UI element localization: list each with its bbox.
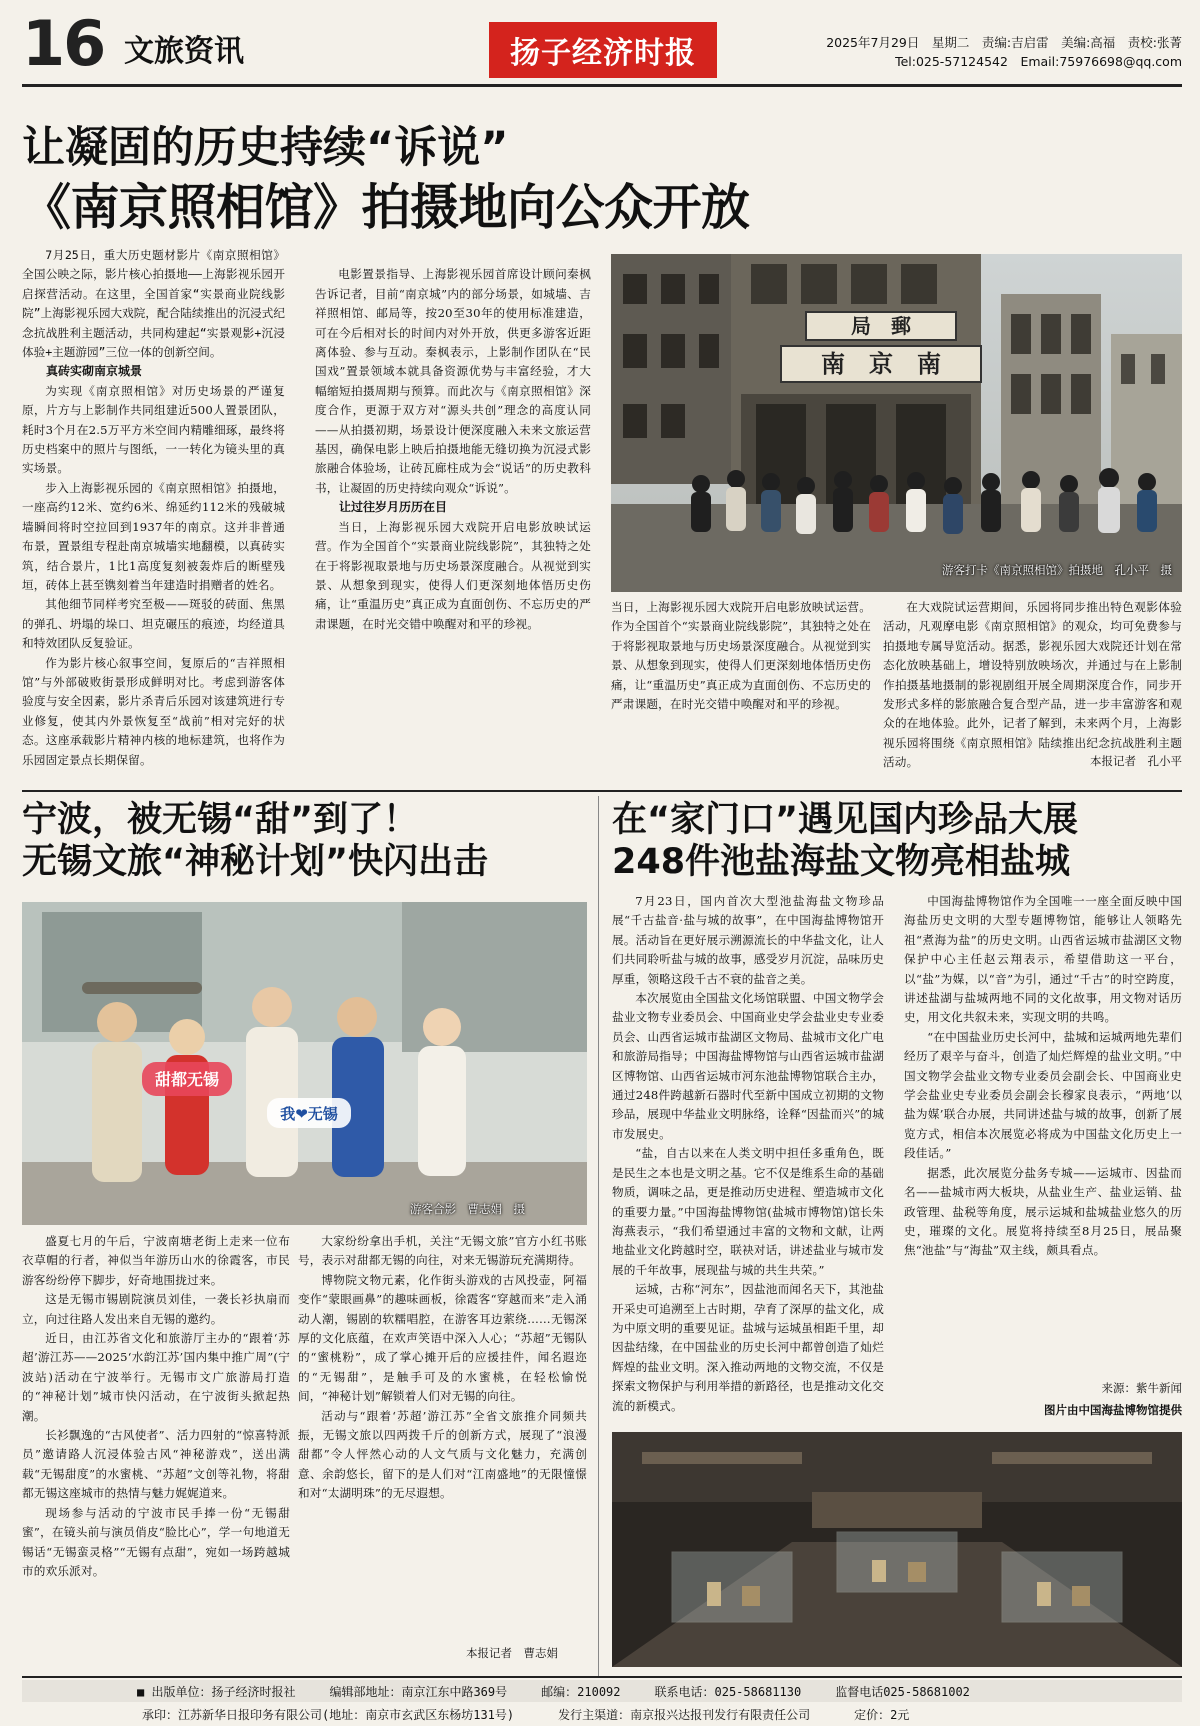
article3-paragraph: 7月23日，国内首次大型池盐海盐文物珍品展“千古盐音·盐与城的故事”，在中国海盐博物馆开展。活动旨在更好展示溯源流长的中华盐文化，让人们共同聆听盐与城的故事，感受岁月沉淀，品味历史厚重，领略这段千古不衰的盐音之美。 [612, 894, 884, 986]
article3-headline-main: 248件池盐海盐文物亮相盐城 [612, 842, 1071, 882]
article1-photo-caption: 游客打卡《南京照相馆》拍摄地 孔小平 摄 [942, 563, 1172, 577]
contact-info: Tel:025-57124542 Email:75976698@qq.com [895, 54, 1182, 69]
article1-paragraph: 其他细节同样考究至极——斑驳的砖面、焦黑的弹孔、坍塌的垛口、坦克碾压的痕迹，均经道具和特效团队反复验证。 [22, 597, 285, 651]
masthead-rule [22, 84, 1182, 87]
page-number: 16 [22, 7, 105, 80]
article1-paragraph: 当日，上海影视乐园大戏院开启电影放映试运营。作为全国首个“实景商业院线影院”，其独特之处在于将影视取景地与历史场景深度融合。从视觉到实景、从想象到现实，使得人们更深刻地体悟历史伤痛，让“重温历史”真正成为直面创伤、不忘历史的严肃课题，在时光交错中唤醒对和平的珍视。 [611, 600, 871, 712]
article2-photo-caption: 游客合影 曹志娟 摄 [410, 1202, 525, 1216]
article1-lead: 7月25日，重大历史题材影片《南京照相馆》全国公映之际，影片核心拍摄地——上海影视乐园开启探营活动。在这里，全国首家“实景商业院线影院”上海影视乐园大戏院，配合陆续推出的沉浸式纪念抗战胜利主题活动，共同构建起“实景观影+沉浸体验+主题游园”三位一体的创新空间。 [22, 248, 285, 360]
article2-photo [22, 902, 587, 1225]
footer-publisher: ■ 出版单位：扬子经济时报社 [137, 1684, 296, 1699]
article2-column2 [298, 1232, 587, 1642]
article2-paragraph: 博物院文物元素，化作街头游戏的古风投壶，阿福变作“蒙眼画鼻”的趣味画板，徐霞客“穿越而来”走入涌动人潮，锡剧的软糯唱腔，在游客耳边萦绕……无锡深厚的文化底蕴，在欢声笑语中深入人心；“苏超”无锡队的“蜜桃粉”，成了掌心摊开后的应援挂件，闻名遐迩的“无锡甜”，是触手可及的水蜜桃，在轻松愉悦间，“神秘计划”解锁着人们对无锡的向往。 [298, 1272, 587, 1404]
footer-distributor: 发行主渠道：南京报兴达报刊发行有限责任公司 [558, 1707, 811, 1722]
article2-headline-main: 无锡文旅“神秘计划”快闪出击 [22, 842, 489, 882]
section-title: 文旅资讯 [124, 34, 244, 69]
article2-paragraph: 盛夏七月的午后，宁波南塘老街上走来一位布衣草帽的行者，神似当年游历山水的徐霞客，市民游客纷纷停下脚步，好奇地围拢过来。 [22, 1234, 290, 1287]
article2-byline: 本报记者 曹志娟 [466, 1646, 558, 1660]
article1-column3 [611, 598, 871, 784]
article3-photo-credit: 图片由中国海盐博物馆提供 [1044, 1403, 1182, 1417]
article1-headline-main: 《南京照相馆》拍摄地向公众开放 [22, 179, 750, 236]
newspaper-logo [489, 22, 717, 78]
article1-paragraph: 当日，上海影视乐园大戏院开启电影放映试运营。作为全国首个“实景商业院线影院”，其独特之处在于将影视取景地与历史场景深度融合。从视觉到实景、从想象到现实，使得人们更深刻地体悟历史伤痛，让“重温历史”真正成为直面创伤、不忘历史的严肃课题，在时光交错中唤醒对和平的珍视。 [315, 519, 591, 631]
sign-post-office: 局 郵 [851, 314, 911, 338]
footer-row2 [22, 1703, 1182, 1725]
article3-paragraph: 本次展览由全国盐文化场馆联盟、中国文物学会盐业文物专业委员会、中国商业史学会盐业史专业委员会、山西省运城市盐湖区文物局、盐城市文化广电和旅游局指导；中国海盐博物馆与山西省运城市盐湖区博物馆、山西省运城市河东池盐博物馆联合主办，通过248件跨越新石器时代至新中国成立初期的文物珍品，展现中华盐业文明脉络，诠释“因盐而兴”的城市发展史。 [612, 991, 884, 1141]
article3-paragraph: “在中国盐业历史长河中，盐城和运城两地先辈们经历了艰辛与奋斗，创造了灿烂辉煌的盐业文明。”中国文物学会盐业文物专业委员会副会长、中国商业史学会盐业史专业委员会副会长穆家良表示，“两地‘以盐为媒’联合办展，共同讲述盐与城的故事，创新了展览方式，相信本次展览必将成为中国盐文化历史上一段佳话。” [904, 1029, 1182, 1161]
article1-subhead1: 真砖实砌南京城景 [46, 364, 143, 379]
section-divider [22, 790, 1182, 792]
article2-column1 [22, 1232, 290, 1672]
issue-info: 2025年7月29日 星期二 责编:吉启雷 美编:高福 责校:张菁 [826, 35, 1182, 50]
column-divider [598, 796, 599, 1676]
article3-headline: 在“家门口”遇见国内珍品大展 [612, 800, 1079, 840]
museum-exhibit-illustration [612, 1432, 1182, 1667]
article1-column1 [22, 246, 285, 784]
article1-paragraph: 在大戏院试运营期间，乐园将同步推出特色观影体验活动，凡观摩电影《南京照相馆》的观众，均可免费参与拍摄地专属导览活动。据悉，影视乐园大戏院还计划在常态化放映基础上，增设特别放映场次，并通过与在上影制作拍摄基地摄制的影视剧组开展全周期深度合作，同步开发形式多样的影旅融合复合型产品，进一步丰富游客和观众的在地体验。此外，记者了解到，未来两个月，上海影视乐园将围绕《南京照相馆》陆续推出纪念抗战胜利主题活动。 [883, 600, 1182, 770]
logo-text: 扬子经济时报 [510, 36, 696, 71]
footer-row1 [22, 1680, 1182, 1702]
group-photo-illustration [22, 902, 587, 1225]
footer-address: 编辑部地址：南京江东中路369号 [329, 1684, 508, 1699]
footer-postcode: 邮编：210092 [541, 1684, 621, 1699]
article3-photo [612, 1432, 1182, 1667]
article1-byline: 本报记者 孔小平 [1090, 754, 1182, 768]
prop-sign-sweet-wuxi: 甜都无锡 [154, 1070, 220, 1089]
article1-paragraph: 为实现《南京照相馆》对历史场景的严谨复原，片方与上影制作共同组建近500人置景团队，耗时3个月在2.5万平方米空间内精雕细琢，最终将历史档案中的照片与图纸，一一转化为镜头里的真实场景。 [22, 383, 285, 476]
article1-paragraph: 作为影片核心叙事空间，复原后的“吉祥照相馆”与外部破败街景形成鲜明对比。考虑到游客体验度与安全因素，影片杀青后乐园对该建筑进行专业修复，使其内外景恢复至“战前”相对完好的状态。这座承载影片精神内核的地标建筑，也将作为乐园固定景点长期保留。 [22, 655, 285, 767]
article3-paragraph: “盐，自古以来在人类文明中担任多重角色，既是民生之本也是文明之基。它不仅是维系生命的基础物质，调味之品，更是推动历史进程、塑造城市文化的重要力量。”中国海盐博物馆(盐城市博物馆)馆长朱海燕表示，“我们希望通过丰富的文物和文献，让两地盐业文化跨越时空，联袂对话，讲述盐业与城市发展的千年故事，展现盐与城的共生共荣。” [612, 1146, 884, 1277]
article3-paragraph: 运城，古称“河东”，因盐池而闻名天下，其池盐开采史可追溯至上古时期，孕育了深厚的盐文化，成为中原文明的重要见证。盐城与运城虽相距千里，却因盐结缘，在中国盐业的历史长河中都曾创造了灿烂辉煌的盐业文明。深入推动两地的文物交流，不仅是探索文物保护与利用举措的新路径，也是推动文化交流的新模式。 [612, 1282, 884, 1413]
article2-paragraph: 现场参与活动的宁波市民手捧一份“无锡甜蜜”，在镜头前与演员俏皮“脸比心”，学一句地道无锡话“无锡蛮灵格”“无锡有点甜”，宛如一场跨越城市的欢乐派对。 [22, 1505, 290, 1578]
article3-column2 [904, 892, 1182, 1372]
footer-rule [22, 1676, 1182, 1678]
sign-nanjing: 南 京 南 [821, 350, 941, 378]
article3-paragraph: 中国海盐博物馆作为全国唯一一座全面反映中国海盐历史文明的大型专题博物馆，能够让人领略先祖“煮海为盐”的历史文明。山西省运城市盐湖区文物保护中心主任赵云翔表示，希望借助这一平台，以“盐”为媒，以“音”为引，通过“千古”的时空跨度，讲述盐湖与盐城两地不同的文化故事，用文物对话历史，用文化共叙未来，实现文明的共鸣。 [904, 894, 1182, 1025]
article2-paragraph: 活动与“跟着‘苏超’游江苏”全省文旅推介同频共振，无锡文旅以四两拨千斤的创新方式，展现了“浪漫甜都”令人怦然心动的人文气质与文化魅力，充满创意、余韵悠长，留下的是人们对“江南盛地”的无限憧憬和对“太湖明珠”的无尽遐想。 [298, 1408, 587, 1501]
article1-paragraph: 步入上海影视乐园的《南京照相馆》拍摄地，一座高约12米、宽约6米、绵延约112米的残破城墙瞬间将时空拉回到1937年的南京。这并非普通布景，置景组专程赴南京城墙实地翻模，以真砖实筑，结合景片，1比1高度复刻被轰炸后的断壁残垣，砖体上甚至镌刻着当年建造时捐赠者的姓名。 [22, 480, 285, 592]
footer-contact: 联系电话：025-58681130 [654, 1684, 802, 1699]
article1-subhead2: 让过往岁月历历在目 [339, 500, 448, 515]
article2-paragraph: 近日，由江苏省文化和旅游厅主办的“跟着‘苏超’游江苏——2025‘水韵江苏’国内集中推广周”(宁波站)活动在宁波举行。无锡市文广旅游局打造的“神秘计划”城市快闪活动，在宁波街头掀起热潮。 [22, 1331, 290, 1423]
footer-printer: 承印：江苏新华日报印务有限公司(地址：南京市玄武区东杨坊131号) [142, 1707, 515, 1722]
street-scene-illustration [611, 254, 1182, 592]
article2-paragraph: 大家纷纷拿出手机，关注“无锡文旅”官方小红书账号，表示对甜都无锡的向往，对来无锡游玩充满期待。 [298, 1234, 587, 1268]
footer-price: 定价：2元 [854, 1707, 910, 1722]
article3-paragraph: 据悉，此次展览分盐务专城——运城市、因盐而名——盐城市两大板块，从盐业生产、盐业运销、盐政管理、盐税等角度，展示运城和盐城盐业悠久的历史，璀璨的文化。展览将持续至8月25日，展品聚焦“池盐”与“海盐”双主线，颇具看点。 [904, 1165, 1182, 1258]
article3-source: 来源：紫牛新闻 [1101, 1381, 1182, 1395]
article2-headline: 宁波，被无锡“甜”到了！ [22, 800, 419, 840]
article2-paragraph: 这是无锡市锡剧院演员刘佳，一袭长衫执扇而立，向过往路人发出来自无锡的邀约。 [22, 1292, 290, 1326]
article2-paragraph: 长衫飘逸的“古风使者”、活力四射的“惊喜特派员”邀请路人沉浸体验古风“神秘游戏”，送出满载“无锡甜度”的水蜜桃、“苏超”文创等礼物，将甜都无锡这座城市的热情与魅力娓娓道来。 [22, 1428, 290, 1501]
article1-paragraph: 电影置景指导、上海影视乐园首席设计顾问秦枫告诉记者，目前“南京城”内的部分场景，如城墙、吉祥照相馆、邮局等，按20至30年的使用标准建造，可在今后相对长的时间内对外开放，供更多游客近距离体验、参与互动。秦枫表示，上影制作团队在“民国戏”置景领域本就具备资源优势与丰富经验，才大幅缩短拍摄周期与预算。而此次与《南京照相馆》深度合作，更源于双方对“源头共创”理念的高度认同——从拍摄初期，场景设计便深度融入未来文旅运营基因，确保电影上映后拍摄地能无缝切换为沉浸式影旅融合体验场，让砖瓦廊柱成为会“说话”的历史教科书，让凝固的历史持续向观众“诉说”。 [315, 267, 591, 495]
article1-headline: 让凝固的历史持续“诉说” [22, 123, 509, 173]
article3-column1 [612, 892, 884, 1422]
prop-sign-love-wuxi: 我❤无锡 [280, 1105, 338, 1123]
article1-photo [611, 254, 1182, 592]
footer-supervision: 监督电话025-58681002 [835, 1684, 970, 1699]
article1-column2 [315, 246, 591, 784]
